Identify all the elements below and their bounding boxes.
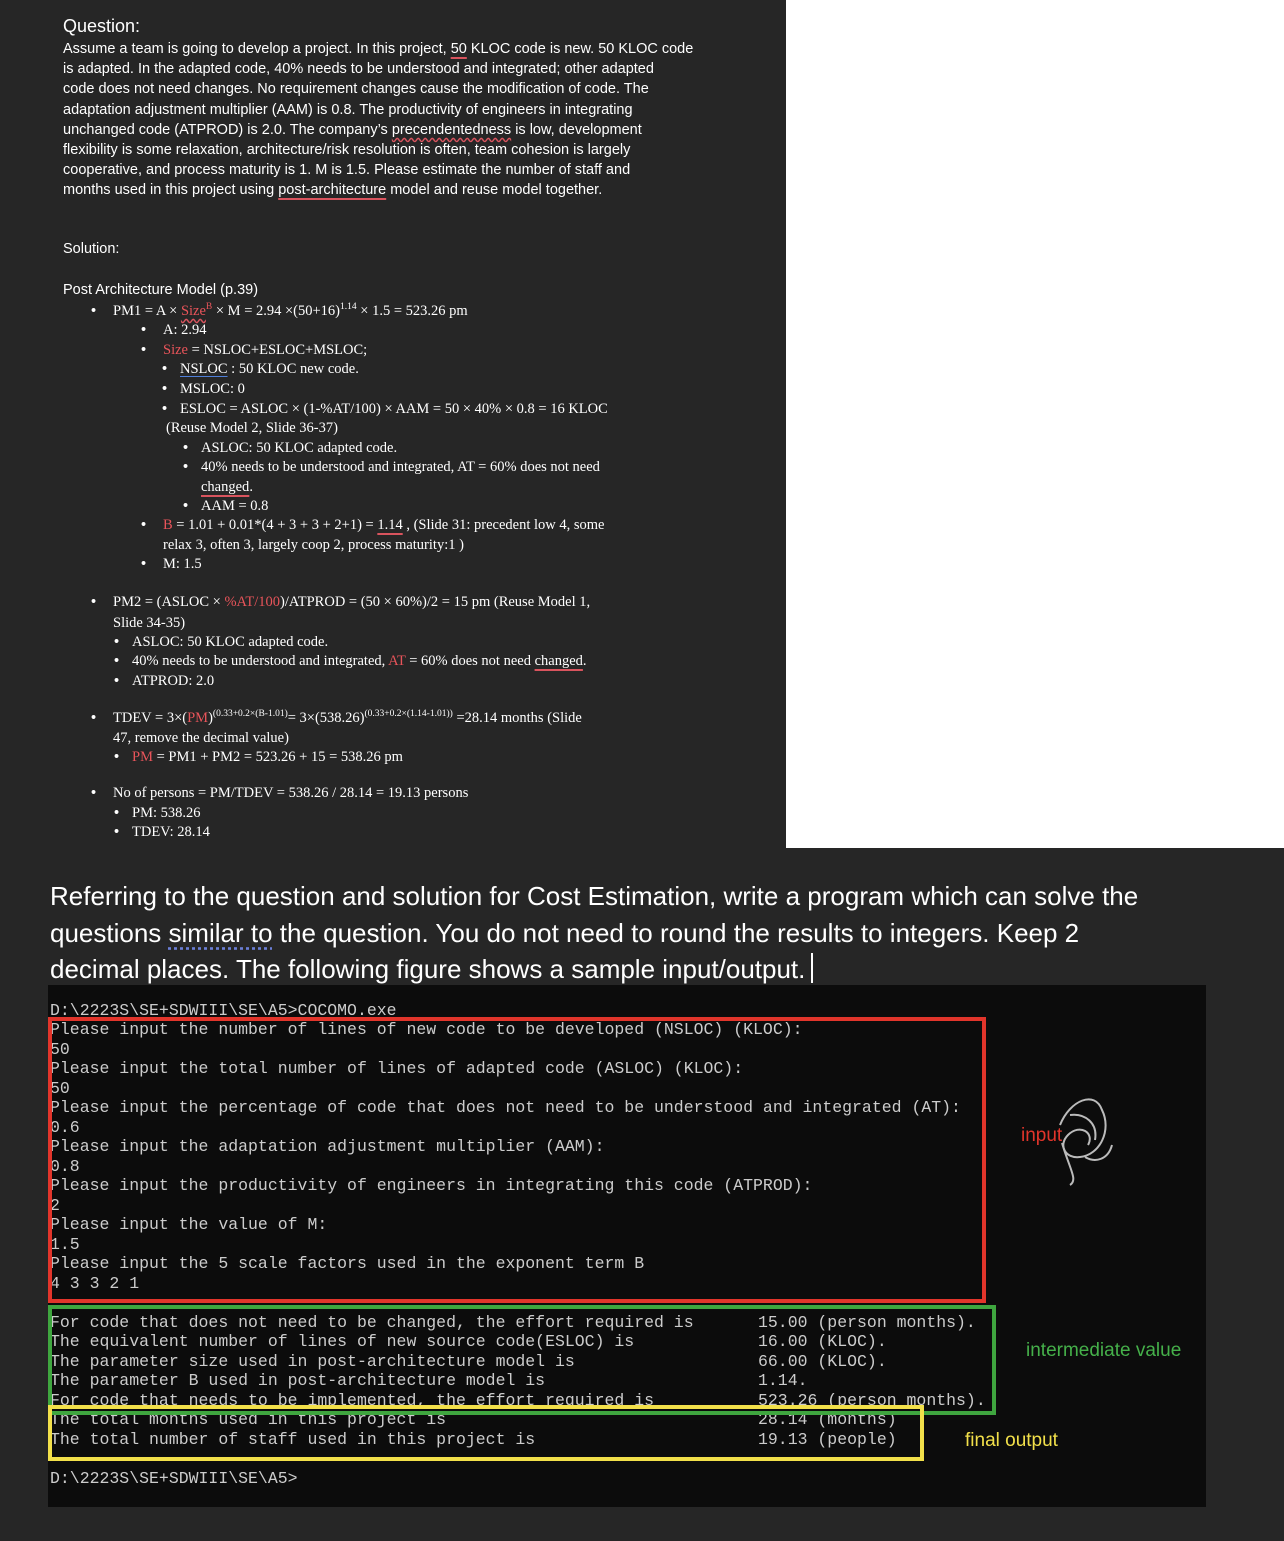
m-value: • M: 1.5 — [163, 555, 202, 573]
pm-line: • PM = PM1 + PM2 = 523.26 + 15 = 538.26 pm — [132, 748, 403, 766]
console-line: D:\2223S\SE+SDWIII\SE\A5>COCOMO.exe — [50, 1001, 397, 1020]
question-line: Assume a team is going to develop a project. In this project, 50 KLOC code is new. 50 KLOC code — [63, 41, 694, 57]
console-line: 50 — [50, 1079, 70, 1098]
tdev-formula-cont: 47, remove the decimal value) — [113, 730, 289, 746]
tdev-formula: • TDEV = $3\times(PM)^{(0.33+0.2\times(B-1.01)}= 3\times(538.26)^{(0.33+0.2\times(1.14-1.01))} =28.14$ months (Slide — [113, 709, 582, 727]
question-line: code does not need changes. No requirement changes cause the modification of code. The — [63, 81, 649, 98]
task-line: questions similar to the question. You do not need to round the results to integers. Keep 2 — [50, 917, 1080, 948]
console-line: 2 — [50, 1196, 60, 1215]
console-line: 0.8 — [50, 1157, 80, 1176]
console-line: Please input the 5 scale factors used in the exponent term B — [50, 1254, 645, 1273]
asloc-line: • ASLOC: 50 KLOC adapted code. — [201, 439, 397, 457]
result-value: 19.13 (people) — [758, 1430, 897, 1449]
console-line: 1.5 — [50, 1235, 80, 1254]
pm-value: • PM: 538.26 — [132, 804, 201, 822]
console-line: 50 — [50, 1040, 70, 1059]
persons-formula: • No of persons = PM/TDEV = 538.26 / 28.14 = 19.13 persons — [113, 784, 468, 802]
task-line: Referring to the question and solution for Cost Estimation, write a program which can solve the — [50, 881, 1139, 911]
result-label: The total number of staff used in this project is — [50, 1430, 536, 1449]
atprod-line: • ATPROD: 2.0 — [132, 672, 214, 690]
result-value: 1.14. — [758, 1371, 808, 1390]
console-line: Please input the total number of lines of adapted code (ASLOC) (KLOC): — [50, 1059, 744, 1078]
input-highlight-box — [48, 1017, 986, 1303]
console-line: 0.6 — [50, 1118, 80, 1137]
result-label: For code that does not need to be changed, the effort required is — [50, 1313, 694, 1332]
result-value: 523.26 (person months). — [758, 1391, 986, 1410]
result-label: The parameter B used in post-architecture model is — [50, 1371, 546, 1390]
result-value: 66.00 (KLOC). — [758, 1352, 887, 1371]
intermediate-annotation: intermediate value — [1026, 1340, 1182, 1361]
final-highlight-box — [48, 1405, 924, 1461]
result-label: For code that needs to be implemented, the effort required is — [50, 1391, 654, 1410]
at2-line: • 40% needs to be understood and integrated, AT = 60% does not need changed. — [132, 652, 587, 670]
console-line: Please input the number of lines of new code to be developed (NSLOC) (KLOC): — [50, 1020, 803, 1039]
question-line: months used in this project using post-architecture model and reuse model together. — [63, 182, 603, 199]
b-formula: • B = 1.01 + 0.01*(4 + 3 + 3 + 2+1) = 1.14 , (Slide 31: precedent low 4, some — [163, 516, 604, 534]
result-label: The parameter size used in post-architecture model is — [50, 1352, 575, 1371]
result-label: The total months used in this project is — [50, 1410, 447, 1429]
console-line: 4 3 3 2 1 — [50, 1274, 140, 1293]
intermediate-highlight-box — [48, 1305, 996, 1415]
question-line: adaptation adjustment multiplier (AAM) is 0.8. The productivity of engineers in integrating — [63, 101, 633, 118]
question-line: unchanged code (ATPROD) is 2.0. The company’s precendentedness is low, development — [63, 121, 642, 138]
a-value: • A: 2.94 — [163, 321, 207, 339]
at-line-cont: changed. — [201, 479, 253, 495]
console-prompt: D:\2223S\SE+SDWIII\SE\A5> — [50, 1469, 298, 1488]
solution-label: Solution: — [63, 241, 120, 257]
at-line: • 40% needs to be understood and integrated, AT = 60% does not need — [201, 458, 600, 476]
esloc-line: • ESLOC = ASLOC × (1-%AT/100) × AAM = 50 × 40% × 0.8 = 16 KLOC — [180, 400, 608, 418]
console-line: Please input the percentage of code that does not need to be understood and integrated (AT): — [50, 1098, 961, 1117]
pm1-formula: • PM1 = A × Size$^B$ × $M = 2.94 \times(50+16)^{1.14} \times 1.5 = 523.26$ pm — [113, 302, 468, 320]
result-label: The equivalent number of lines of new source code(ESLOC) is — [50, 1332, 635, 1351]
nsloc-line: • NSLOC : 50 KLOC new code. — [180, 360, 359, 378]
input-annotation: input — [1021, 1125, 1063, 1146]
final-annotation: final output — [965, 1430, 1058, 1451]
result-value: 15.00 (person months). — [758, 1313, 976, 1332]
esloc-ref: (Reuse Model 2, Slide 36-37) — [166, 420, 338, 436]
console-line: Please input the productivity of engineers in integrating this code (ATPROD): — [50, 1176, 813, 1195]
task-line: decimal places. The following figure shows a sample input/output. — [50, 951, 1250, 988]
question-solution-panel — [0, 0, 786, 848]
text-caret — [811, 953, 813, 983]
question-text — [63, 39, 733, 201]
asloc2-line: • ASLOC: 50 KLOC adapted code. — [132, 633, 328, 651]
aam-line: • AAM = 0.8 — [201, 497, 268, 515]
blank-area — [786, 0, 1284, 848]
question-line: cooperative, and process maturity is 1. M is 1.5. Please estimate the number of staff and — [63, 162, 631, 179]
b-formula-cont: relax 3, often 3, largely coop 2, process maturity:1 ) — [163, 537, 464, 553]
question-line: is adapted. In the adapted code, 40% needs to be understood and integrated; other adapted — [63, 61, 654, 78]
size-formula: • Size = NSLOC+ESLOC+MSLOC; — [163, 341, 367, 359]
msloc-line: • MSLOC: 0 — [180, 380, 245, 398]
model-label: Post Architecture Model (p.39) — [63, 282, 259, 298]
result-value: 16.00 (KLOC). — [758, 1332, 887, 1351]
task-description — [50, 878, 1250, 988]
console-line: Please input the value of M: — [50, 1215, 328, 1234]
tdev-value: • TDEV: 28.14 — [132, 823, 210, 841]
result-value: 28.14 (months) — [758, 1410, 897, 1429]
question-label: Question: — [63, 16, 141, 36]
pm2-formula: • PM2 = (ASLOC × %AT/100)/ATPROD = (50 × 60%)/2 = 15 pm (Reuse Model 1, — [113, 593, 590, 611]
console-line: Please input the adaptation adjustment multiplier (AAM): — [50, 1137, 605, 1156]
pm2-formula-cont: Slide 34-35) — [113, 615, 186, 631]
question-line: flexibility is some relaxation, architecture/risk resolution is often, team cohesion is largely — [63, 142, 631, 159]
